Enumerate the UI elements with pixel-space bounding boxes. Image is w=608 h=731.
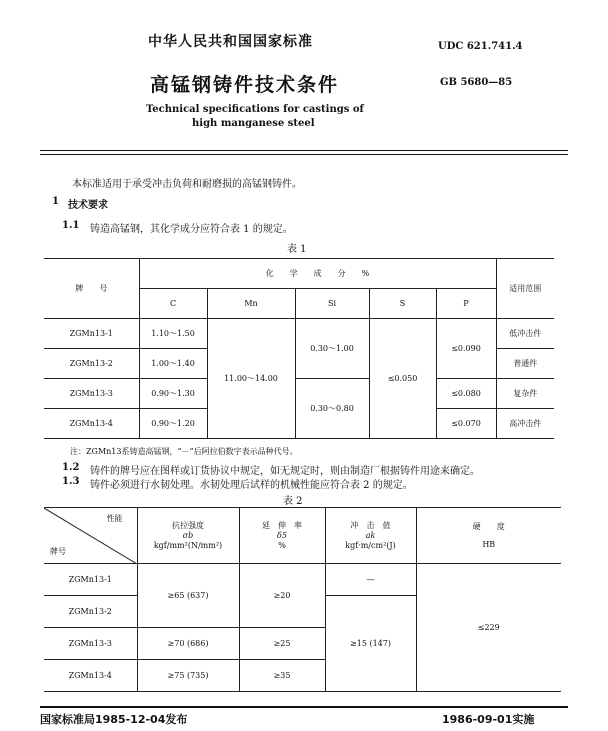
- tensile-name: 抗拉强度: [172, 520, 204, 530]
- hardness-cell: ≤229: [416, 564, 561, 692]
- carbon-cell: 0.90～1.20: [139, 409, 207, 439]
- effective-date: 1986-09-01实施: [442, 713, 535, 726]
- chemical-composition-header: 化 学 成 分 %: [139, 259, 496, 289]
- col-c: C: [139, 289, 207, 319]
- usage-header: 适用范围: [496, 259, 554, 319]
- manganese-cell: 11.00～14.00: [207, 319, 295, 439]
- english-title-line-1: Technical specifications for castings of: [146, 104, 364, 115]
- impact-header: [325, 508, 416, 564]
- col-mn: Mn: [207, 289, 295, 319]
- tensile-cell: ≥70 (686): [137, 628, 239, 660]
- clause-1-3-number: 1.3: [62, 476, 80, 487]
- brand-cell: ZGMn13-1: [44, 564, 137, 596]
- mechanical-properties-table: [44, 507, 561, 692]
- impact-cell: —: [325, 564, 416, 596]
- udc-code: UDC 621.741.4: [438, 41, 523, 52]
- issuing-authority: 中华人民共和国国家标准: [148, 34, 313, 50]
- clause-1-1-number: 1.1: [62, 220, 80, 231]
- impact-name: 冲 击 值: [350, 520, 391, 530]
- clause-1-1-text: 铸造高锰钢，其化学成分应符合表 1 的规定。: [90, 224, 293, 235]
- clause-1-2-number: 1.2: [62, 462, 80, 473]
- footer-divider: [40, 706, 568, 708]
- elongation-symbol: δ5: [277, 530, 287, 540]
- scope-paragraph: 本标准适用于承受冲击负荷和耐磨损的高锰钢铸件。: [72, 179, 302, 190]
- silicon-cell: 0.30～1.00: [295, 319, 369, 379]
- section-1-number: 1: [52, 196, 59, 207]
- brand-cell: ZGMn13-3: [44, 628, 137, 660]
- brand-header: 牌 号: [44, 259, 139, 319]
- section-1-title: 技术要求: [68, 200, 108, 211]
- brand-cell: ZGMn13-2: [44, 596, 137, 628]
- carbon-cell: 0.90～1.30: [139, 379, 207, 409]
- elongation-cell: ≥20: [239, 564, 325, 628]
- phosphorus-cell: ≤0.080: [436, 379, 496, 409]
- carbon-cell: 1.00～1.40: [139, 349, 207, 379]
- table-1-caption: 表 1: [287, 244, 307, 255]
- tensile-unit: kgf/mm²(N/mm²): [153, 540, 223, 550]
- table-row: [44, 564, 561, 596]
- english-title-line-2: high manganese steel: [192, 118, 315, 129]
- elongation-cell: ≥25: [239, 628, 325, 660]
- col-s: S: [369, 289, 436, 319]
- col-p: P: [436, 289, 496, 319]
- silicon-cell: 0.30～0.80: [295, 379, 369, 439]
- hardness-header: [416, 508, 561, 564]
- elongation-unit: %: [278, 540, 286, 550]
- chemical-composition-table: [44, 258, 554, 439]
- issue-date: 国家标准局1985-12-04发布: [40, 713, 188, 726]
- header-divider-2: [40, 154, 568, 155]
- impact-cell: ≥15 (147): [325, 596, 416, 692]
- elongation-header: [239, 508, 325, 564]
- elongation-name: 延 伸 率: [262, 520, 302, 530]
- diagonal-header-cell: [44, 508, 137, 564]
- table-row: [44, 379, 554, 409]
- brand-cell: ZGMn13-4: [44, 660, 137, 692]
- header-divider: [40, 150, 568, 151]
- brand-cell: ZGMn13-2: [44, 349, 139, 379]
- table-1-note: 注：ZGMn13系铸造高锰钢，“－”后阿拉伯数字表示品种代号。: [70, 447, 298, 456]
- tensile-cell: ≥65 (637): [137, 564, 239, 628]
- gb-number: GB 5680—85: [440, 77, 513, 88]
- table-row: [44, 319, 554, 349]
- table-2-caption: 表 2: [283, 496, 303, 507]
- phosphorus-cell: ≤0.090: [436, 319, 496, 379]
- diagonal-brand-label: 牌号: [50, 547, 66, 556]
- diagonal-property-label: 性能: [106, 514, 123, 523]
- tensile-header: [137, 508, 239, 564]
- hardness-unit: HB: [482, 539, 496, 549]
- document-title: 高锰钢铸件技术条件: [150, 74, 340, 96]
- hardness-name: 硬 度: [472, 521, 505, 531]
- col-si: Si: [295, 289, 369, 319]
- elongation-cell: ≥35: [239, 660, 325, 692]
- usage-cell: 复杂件: [496, 379, 554, 409]
- impact-symbol: ak: [365, 530, 376, 540]
- usage-cell: 高冲击件: [496, 409, 554, 439]
- usage-cell: 普通件: [496, 349, 554, 379]
- phosphorus-cell: ≤0.070: [436, 409, 496, 439]
- brand-cell: ZGMn13-1: [44, 319, 139, 349]
- tensile-cell: ≥75 (735): [137, 660, 239, 692]
- brand-cell: ZGMn13-3: [44, 379, 139, 409]
- clause-1-2-text: 铸件的牌号应在图样或订货协议中规定，如无规定时，则由制造厂根据铸件用途来确定。: [90, 466, 480, 477]
- usage-cell: 低冲击件: [496, 319, 554, 349]
- sulfur-cell: ≤0.050: [369, 319, 436, 439]
- tensile-symbol: σb: [182, 530, 194, 540]
- carbon-cell: 1.10～1.50: [139, 319, 207, 349]
- brand-cell: ZGMn13-4: [44, 409, 139, 439]
- clause-1-3-text: 铸件必须进行水韧处理。水韧处理后试样的机械性能应符合表 2 的规定。: [90, 480, 413, 491]
- impact-unit: kgf·m/cm²(J): [345, 540, 396, 550]
